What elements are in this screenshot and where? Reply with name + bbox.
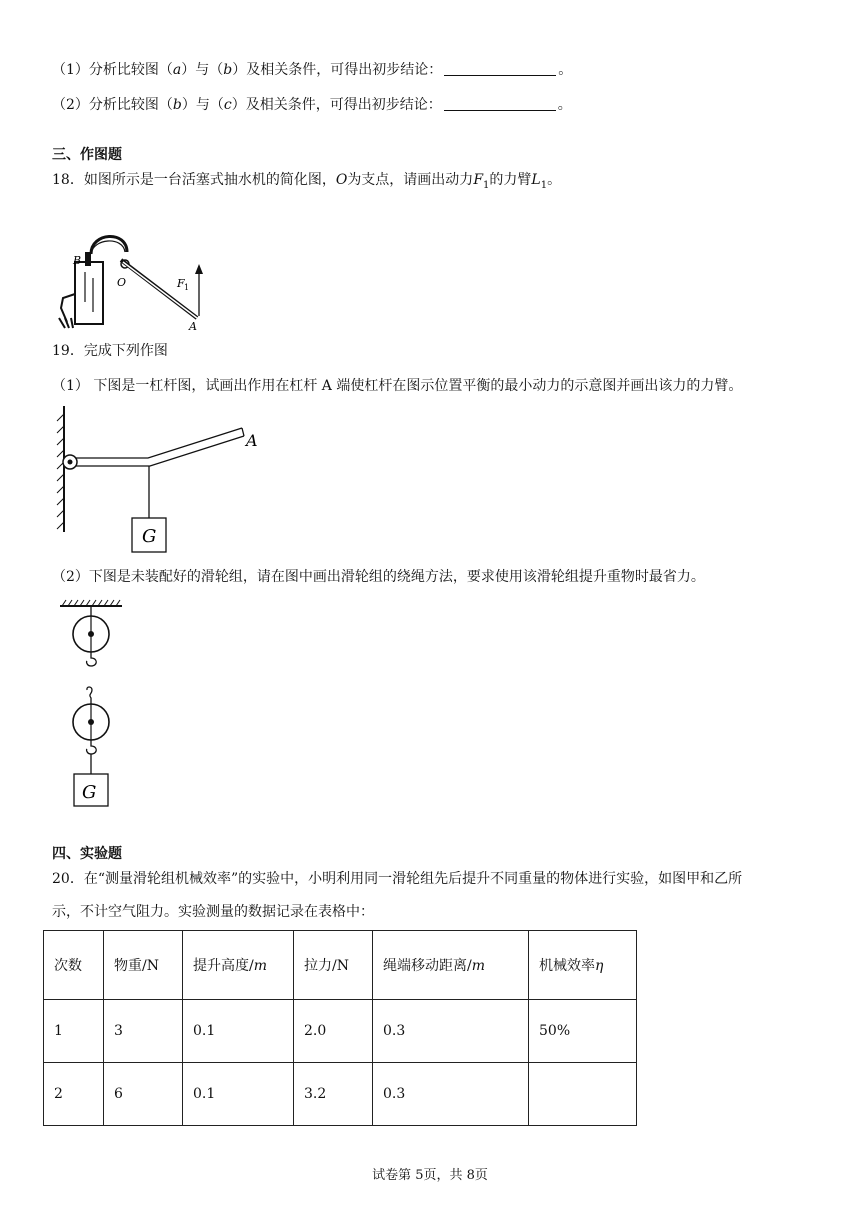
- pump-figure: [55, 232, 215, 332]
- table-header-cell: 机械效率η: [529, 931, 637, 1000]
- answer-blank-2[interactable]: [444, 96, 556, 111]
- label-o: O: [117, 276, 127, 289]
- table-header-cell: 提升高度/m: [183, 931, 294, 1000]
- table-header-cell: 拉力/N: [294, 931, 373, 1000]
- label-f: F: [177, 277, 185, 290]
- q17-line1: （1）分析比较图（a）与（b）及相关条件，可得出初步结论： 。: [52, 62, 573, 78]
- section-title-drawing: 三、作图题: [52, 147, 122, 163]
- q19-title: 19．完成下列作图: [52, 343, 168, 359]
- table-header-cell: 次数: [44, 931, 104, 1000]
- label-b: B: [73, 254, 82, 267]
- table-cell: 0.3: [373, 1000, 529, 1063]
- answer-blank-1[interactable]: [444, 61, 556, 76]
- section-title-experiment: 四、实验题: [52, 846, 122, 862]
- q19-part1: （1） 下图是一杠杆图，试画出作用在杠杆 A 端使杠杆在图示位置平衡的最小动力的示意图并画出该力的力臂。: [52, 378, 743, 394]
- label-a: A: [189, 320, 197, 332]
- table-header-cell: 绳端移动距离/m: [373, 931, 529, 1000]
- weight-label-g: G: [142, 526, 157, 547]
- table-cell: 0.1: [183, 1063, 294, 1126]
- q20-line2: 示，不计空气阻力。实验测量的数据记录在表格中：: [52, 904, 374, 920]
- table-cell: 0.1: [183, 1000, 294, 1063]
- table-header-cell: 物重/N: [104, 931, 183, 1000]
- page-footer: 试卷第 5页，共 8页: [372, 1168, 488, 1183]
- table-cell: 2: [44, 1063, 104, 1126]
- label-f-sub: 1: [184, 283, 190, 292]
- q18-text: 18．如图所示是一台活塞式抽水机的简化图，O为支点，请画出动力$F_1$的力臂$L_1$。: [52, 172, 562, 191]
- pulley-figure: [56, 598, 136, 810]
- table-cell: 50%: [529, 1000, 637, 1063]
- q19-part2: （2）下图是未装配好的滑轮组，请在图中画出滑轮组的绕绳方法，要求使用该滑轮组提升重物时最省力。: [52, 569, 705, 585]
- lever-label-a: A: [246, 431, 258, 450]
- table-cell: 3: [104, 1000, 183, 1063]
- table-cell: 2.0: [294, 1000, 373, 1063]
- table-row: [44, 1063, 637, 1126]
- lever-figure: [52, 404, 272, 556]
- table-cell: 1: [44, 1000, 104, 1063]
- table-header-row: [44, 931, 637, 1000]
- table-cell-empty[interactable]: [529, 1063, 637, 1126]
- table-row: [44, 1000, 637, 1063]
- table-cell: 6: [104, 1063, 183, 1126]
- table-cell: 0.3: [373, 1063, 529, 1126]
- q20-line1: 20．在“测量滑轮组机械效率”的实验中，小明利用同一滑轮组先后提升不同重量的物体进行实验，如图甲和乙所: [52, 871, 743, 887]
- pulley-weight-label-g: G: [82, 782, 97, 803]
- data-table: [43, 930, 637, 1126]
- table-cell: 3.2: [294, 1063, 373, 1126]
- q17-line2: （2）分析比较图（b）与（c）及相关条件，可得出初步结论： 。: [52, 97, 572, 113]
